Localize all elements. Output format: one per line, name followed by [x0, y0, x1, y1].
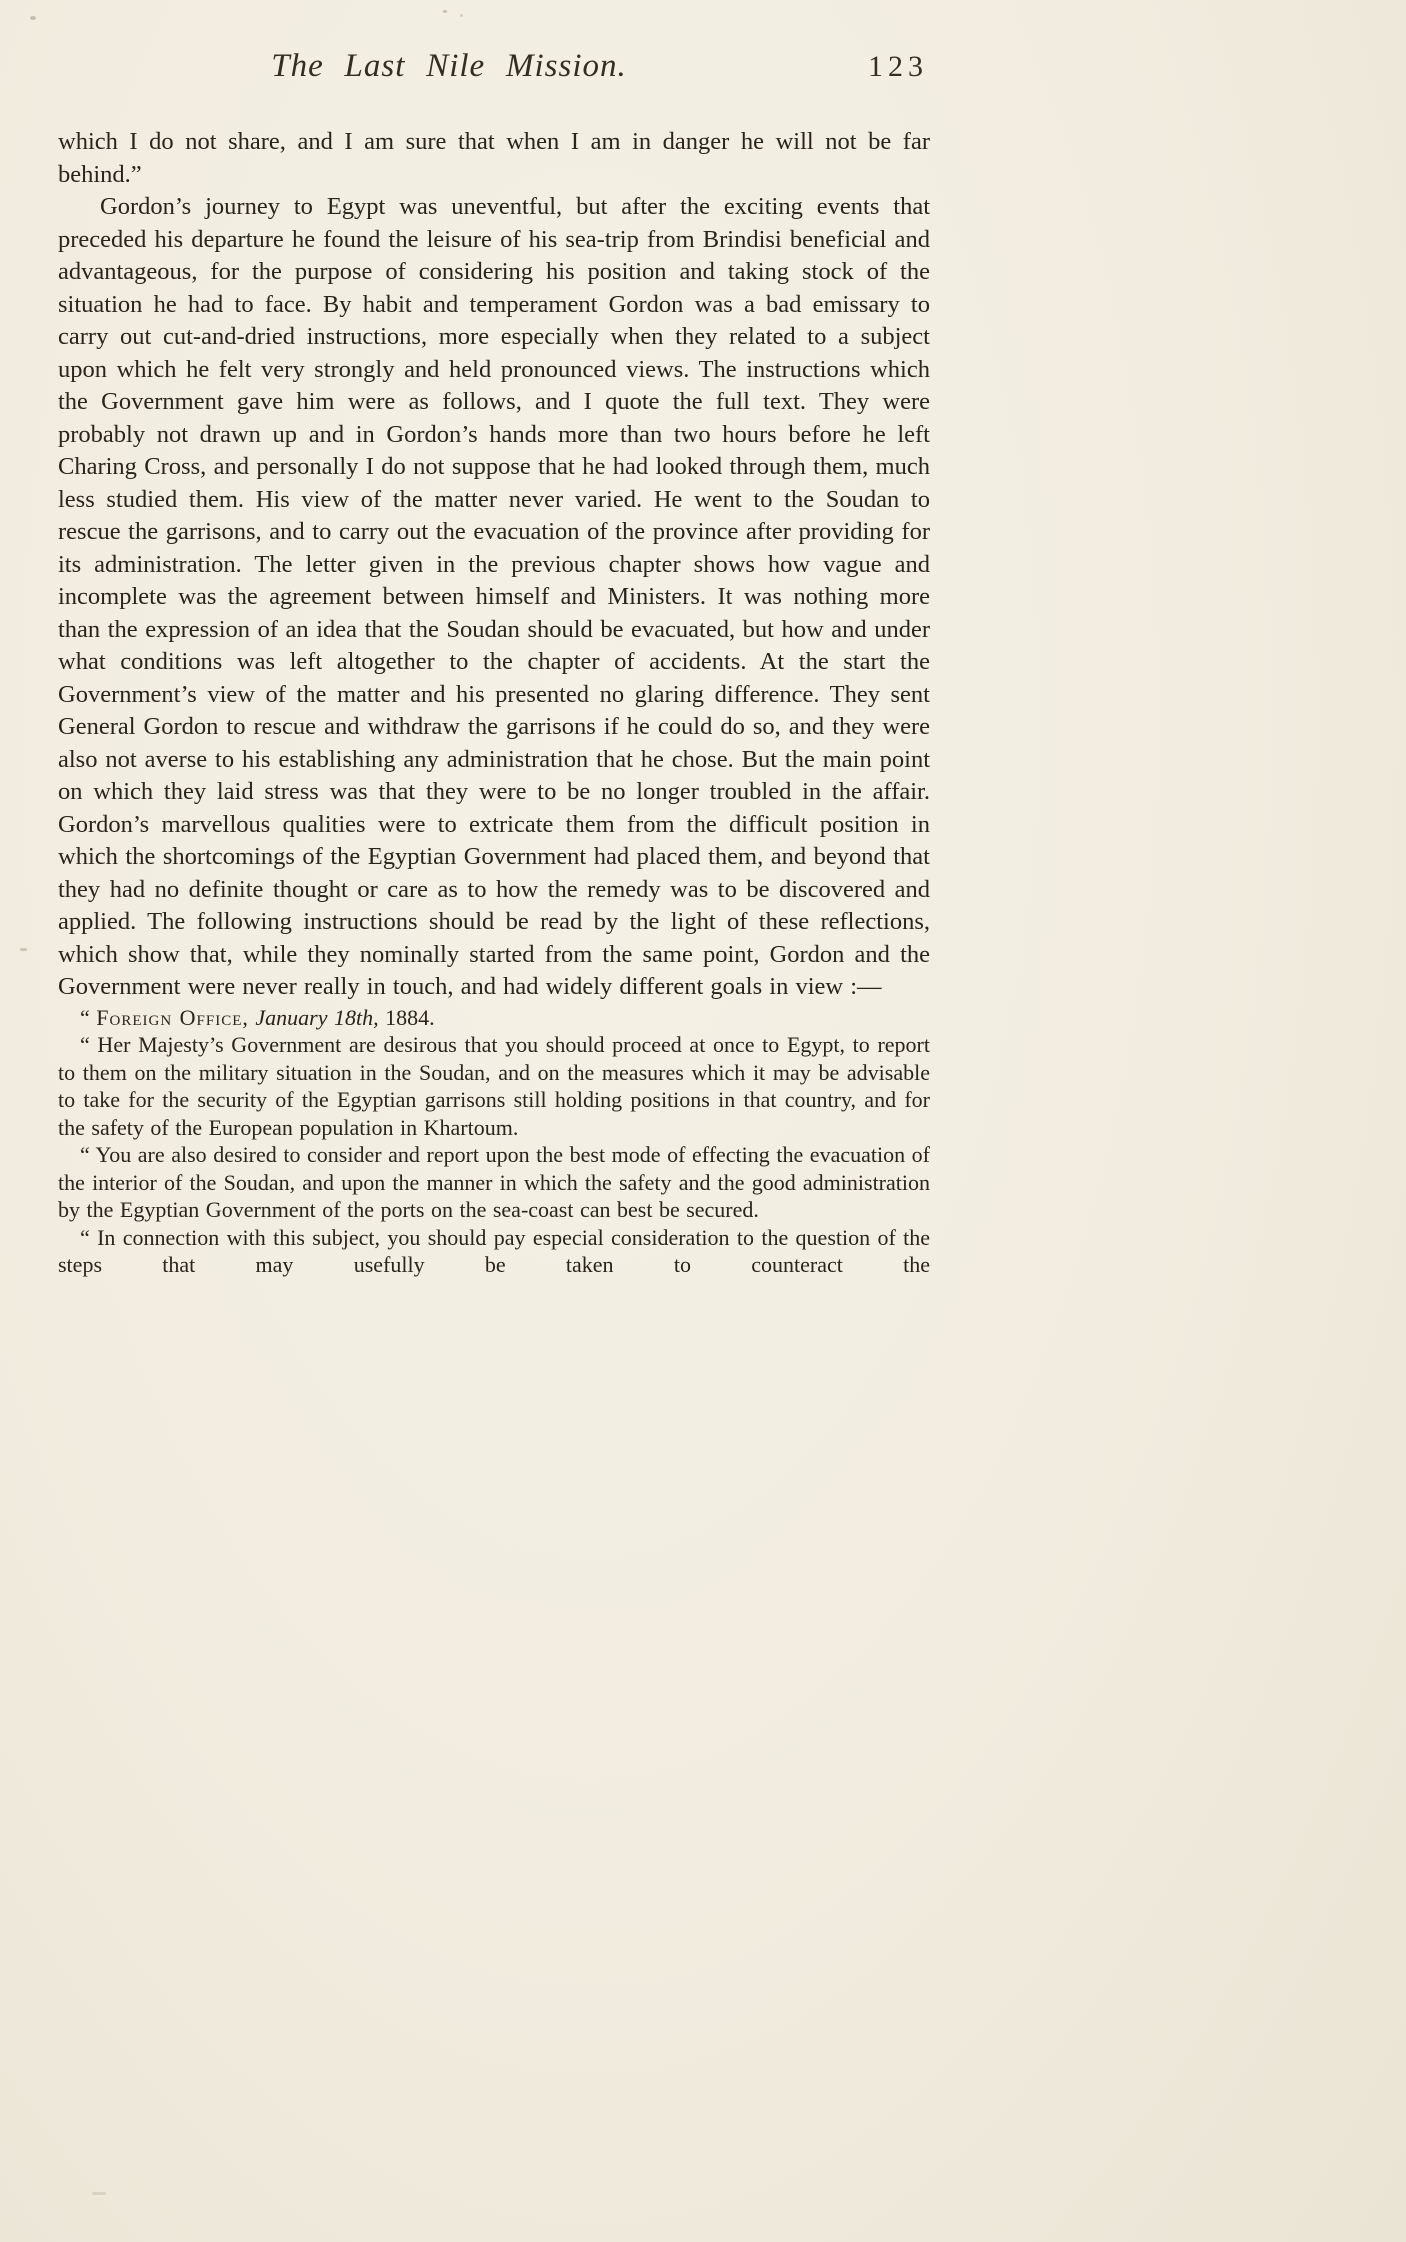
letter-heading-year: 1884. — [385, 1004, 435, 1030]
body-text — [58, 126, 930, 1004]
letter-paragraph: “ In connection with this subject, you should pay especial consideration to the question of the steps that may usefully be taken to counteract the — [58, 1224, 930, 1277]
scan-speck — [460, 14, 463, 17]
book-page — [58, 48, 930, 1279]
scan-speck — [92, 2192, 106, 2195]
body-paragraph: which I do not share, and I am sure that when I am in danger he will not be far behind.” — [58, 128, 930, 188]
letter-paragraph: “ Her Majesty’s Government are desirous that you should proceed at once to Egypt, to report to them on the military situation in the Soudan, and on the measures which it may be advisable to take for the security of the Egyptian garrisons still holding positions in that country, and for the safety of the European population in Khartoum. — [58, 1032, 930, 1140]
letter-paragraph: “ You are also desired to consider and report upon the best mode of effecting the evacuation of the interior of the Soudan, and upon the manner in which the safety and the good administration by the Egyptian Government of the ports on the sea-coast can best be secured. — [58, 1142, 930, 1222]
letter-heading-date: January 18th, — [255, 1004, 379, 1030]
body-paragraph: Gordon’s journey to Egypt was uneventful, but after the exciting events that preceded his departure he found the leisure of his sea-trip from Brindisi beneficial and advantageous, for the purpose of considering his position and taking stock of the situation he had to face. By habit and temperament Gordon was a bad emissary to carry out cut-and-dried instructions, more especially when they related to a subject upon which he felt very strongly and held pronounced views. The instructions which the Government gave him were as follows, and I quote the full text. They were probably not drawn up and in Gordon’s hands more than two hours before he left Charing Cross, and personally I do not suppose that he had looked through them, much less studied them. His view of the matter never varied. He went to the Soudan to rescue the garrisons, and to carry out the evacuation of the province after providing for its administration. The letter given in the previous chapter shows how vague and incomplete was the agreement between himself and Ministers. It was nothing more than the expression of an idea that the Soudan should be evacuated, but how and under what conditions was left altogether to the chapter of accidents. At the start the Government’s view of the matter and his presented no glaring difference. They sent General Gordon to rescue and withdraw the garrisons if he could do so, and they were also not averse to his establishing any administration that he chose. But the main point on which they laid stress was that they were to be no longer troubled in the affair. Gordon’s marvellous qualities were to extricate them from the difficult position in which the shortcomings of the Egyptian Government had placed them, and beyond that they had no definite thought or care as to how the remedy was to be discovered and applied. The following instructions should be read by the light of these reflections, which show that, while they nominally started from the same point, Gordon and the Government were never really in touch, and had widely different goals in view :— — [58, 193, 930, 1000]
letter-heading — [58, 1004, 930, 1032]
page-number: 123 — [868, 50, 928, 83]
page-title: The Last Nile Mission. — [271, 48, 627, 84]
scan-speck — [443, 10, 447, 13]
letter-heading-quote: “ — [80, 1004, 90, 1030]
letter-heading-office: Foreign Office, — [96, 1004, 249, 1030]
quoted-letter — [58, 1004, 930, 1279]
scan-speck — [20, 948, 27, 951]
scan-speck — [30, 16, 36, 20]
running-header — [58, 48, 930, 104]
